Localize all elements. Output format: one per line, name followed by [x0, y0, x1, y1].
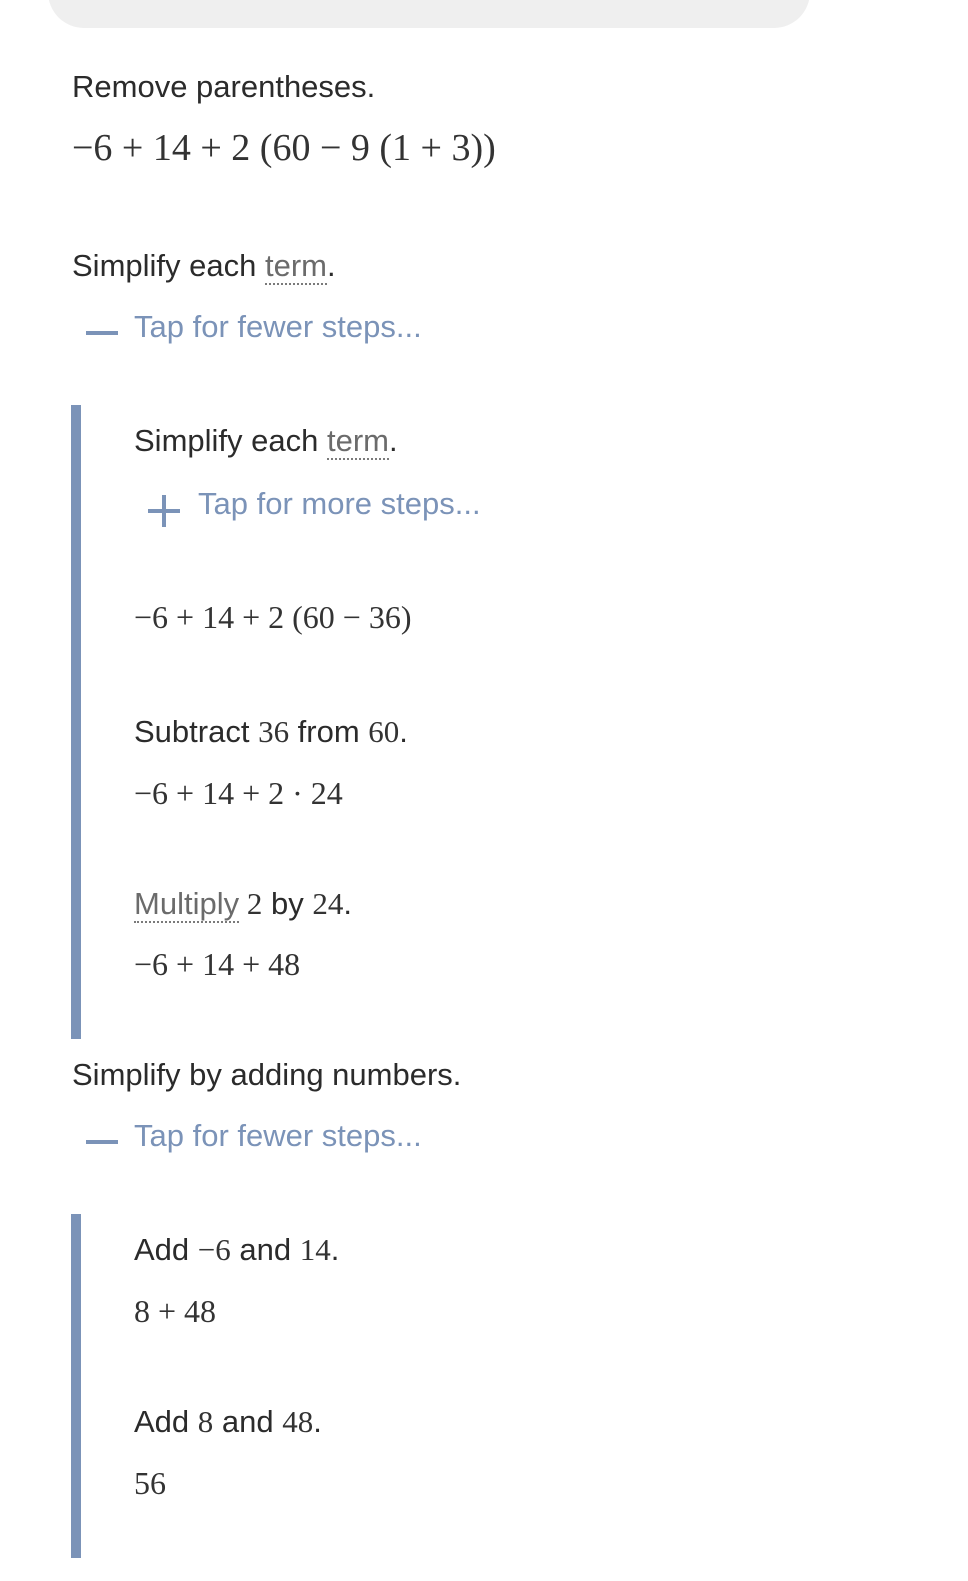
heading-text: Simplify each	[134, 423, 327, 458]
glossary-term-link[interactable]: term	[326, 423, 389, 458]
heading-period: .	[399, 714, 408, 749]
substep-heading-add-1	[134, 1230, 339, 1270]
step-heading-simplify-each-term	[72, 246, 336, 286]
math-number: 48	[282, 1404, 314, 1439]
step-expression-1: −6 + 14 + 2 (60 − 9 (1 + 3))	[72, 127, 496, 169]
heading-text: and	[213, 1404, 283, 1439]
heading-period: .	[330, 1232, 340, 1267]
previous-step-card	[48, 0, 810, 28]
substeps-bar-2	[71, 1214, 81, 1558]
math-number: 14	[299, 1232, 331, 1267]
final-result: 56	[134, 1465, 166, 1501]
substep-heading-multiply	[134, 884, 352, 924]
toggle-label: Tap for fewer steps...	[134, 309, 422, 344]
heading-text: Add	[134, 1232, 198, 1267]
heading-text: Subtract	[134, 714, 259, 749]
fewer-steps-toggle-2[interactable]	[86, 1116, 422, 1156]
substep-expression-1: −6 + 14 + 2 (60 − 36)	[134, 599, 412, 635]
math-number: 24	[312, 886, 344, 921]
glossary-term-link[interactable]: term	[264, 248, 327, 283]
minus-icon	[86, 331, 118, 335]
math-number: −6	[197, 1232, 231, 1267]
heading-text: from	[289, 714, 369, 749]
more-steps-toggle[interactable]	[148, 481, 481, 527]
heading-period: .	[343, 886, 352, 921]
math-number: 8	[197, 1404, 214, 1439]
toggle-label: Tap for fewer steps...	[134, 1118, 422, 1153]
substep-expression-3: −6 + 14 + 48	[134, 946, 301, 982]
step-heading-remove-parentheses: Remove parentheses.	[72, 69, 376, 104]
heading-text: Simplify each	[72, 248, 265, 283]
substep-heading-simplify-each-term	[134, 421, 398, 461]
heading-text: and	[230, 1232, 300, 1267]
heading-period: .	[388, 423, 398, 458]
toggle-label: Tap for more steps...	[198, 486, 481, 521]
heading-period: .	[326, 248, 336, 283]
heading-period: .	[313, 1404, 322, 1439]
substeps-bar	[71, 405, 81, 1039]
math-number: 60	[368, 714, 400, 749]
plus-icon	[148, 495, 180, 527]
math-number: 36	[258, 714, 290, 749]
substep-heading-subtract	[134, 712, 408, 752]
substep-heading-add-2	[134, 1402, 322, 1442]
heading-text: Add	[134, 1404, 198, 1439]
heading-text: by	[262, 886, 313, 921]
substep-expression-4: 8 + 48	[134, 1293, 217, 1329]
math-number: 2	[239, 886, 263, 921]
step-heading-adding-numbers: Simplify by adding numbers.	[72, 1057, 462, 1092]
substep-expression-2: −6 + 14 + 2 · 24	[134, 775, 343, 811]
glossary-multiply-link[interactable]: Multiply	[134, 886, 240, 921]
minus-icon	[86, 1140, 118, 1144]
fewer-steps-toggle[interactable]	[86, 307, 422, 347]
